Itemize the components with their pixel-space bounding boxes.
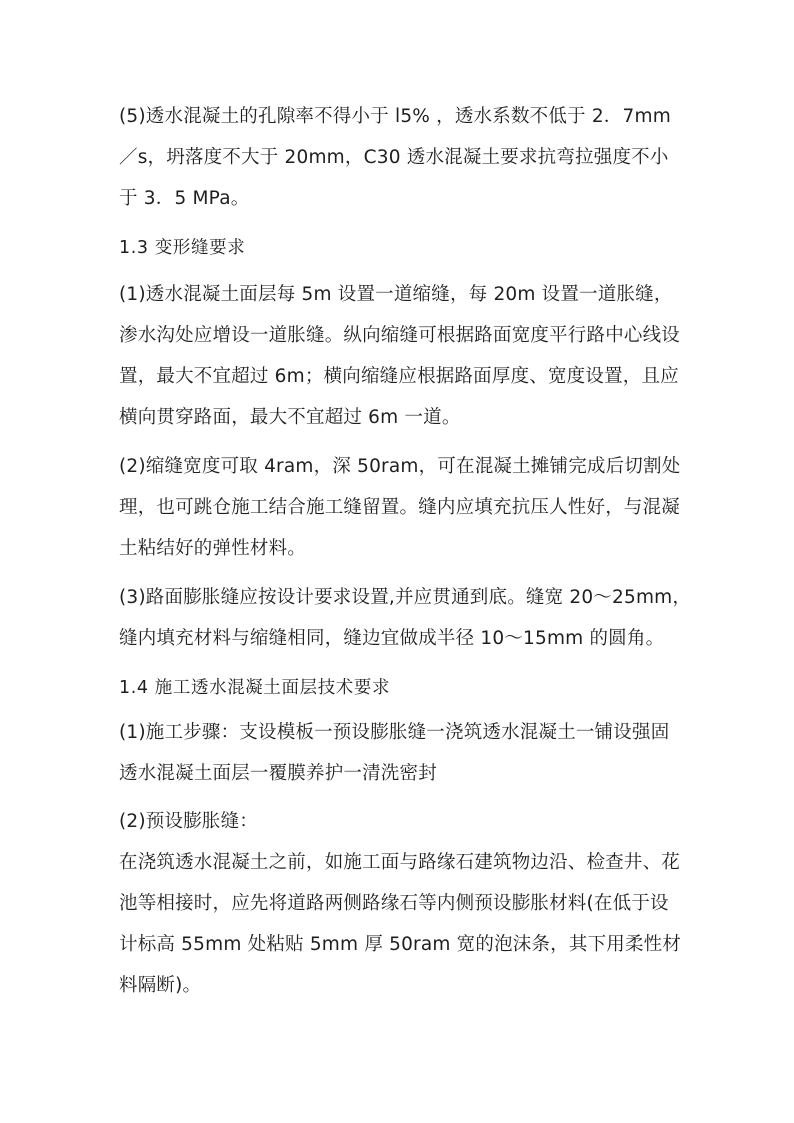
paragraph-3-line-2: 缝内填充材料与缩缝相同，缝边宜做成半径 10～15mm 的圆角。 xyxy=(119,628,665,649)
step-2-line-2: 池等相接时，应先将道路两侧路缘石等内侧预设膨胀材料(在低于设 xyxy=(119,893,669,914)
step-1-line-1: (1)施工步骤：支设模板一预设膨胀缝一浇筑透水混凝土一铺设强固 xyxy=(119,722,670,743)
paragraph-2-line-1: (2)缩缝宽度可取 4ram，深 50ram，可在混凝土摊铺完成后切割处 xyxy=(119,456,681,477)
paragraph-1-line-2: 渗水沟处应增设一道胀缝。纵向缩缝可根据路面宽度平行路中心线设 xyxy=(119,325,681,346)
step-1-line-2: 透水混凝土面层一覆膜养护一清洗密封 xyxy=(119,763,437,784)
paragraph-1-line-1: (1)透水混凝土面层每 5m 设置一道缩缝，每 20m 设置一道胀缝， xyxy=(119,284,673,305)
paragraph-2-line-2: 理，也可跳仓施工结合施工缝留置。缝内应填充抗压人性好，与混凝 xyxy=(119,497,681,518)
paragraph-3-line-1: (3)路面膨胀缝应按设计要求设置,并应贯通到底。缝宽 20～25mm， xyxy=(119,587,692,608)
paragraph-5-line-3: 于 3．5 MPa。 xyxy=(119,188,250,209)
paragraph-5-line-2: ／s，坍落度不大于 20mm，C30 透水混凝土要求抗弯拉强度不小 xyxy=(119,147,669,168)
step-2-heading: (2)预设膨胀缝： xyxy=(119,811,259,832)
step-2-line-1: 在浇筑透水混凝土之前，如施工面与路缘石建筑物边沿、检查井、花 xyxy=(119,852,681,873)
paragraph-1-line-4: 横向贯穿路面，最大不宜超过 6m 一道。 xyxy=(119,407,461,428)
paragraph-1-line-3: 置，最大不宜超过 6m；横向缩缝应根据路面厚度、宽度设置，且应 xyxy=(119,366,679,387)
paragraph-5-line-1: (5)透水混凝土的孔隙率不得小于 l5% ，透水系数不低于 2．7mm xyxy=(119,106,671,127)
section-heading-1-4: 1.4 施工透水混凝土面层技术要求 xyxy=(119,678,391,698)
paragraph-2-line-3: 土粘结好的弹性材料。 xyxy=(119,538,307,559)
section-heading-1-3: 1.3 变形缝要求 xyxy=(119,238,246,258)
step-2-line-4: 料隔断)。 xyxy=(119,975,202,996)
step-2-line-3: 计标高 55mm 处粘贴 5mm 厚 50ram 宽的泡沫条，其下用柔性材 xyxy=(119,934,682,955)
